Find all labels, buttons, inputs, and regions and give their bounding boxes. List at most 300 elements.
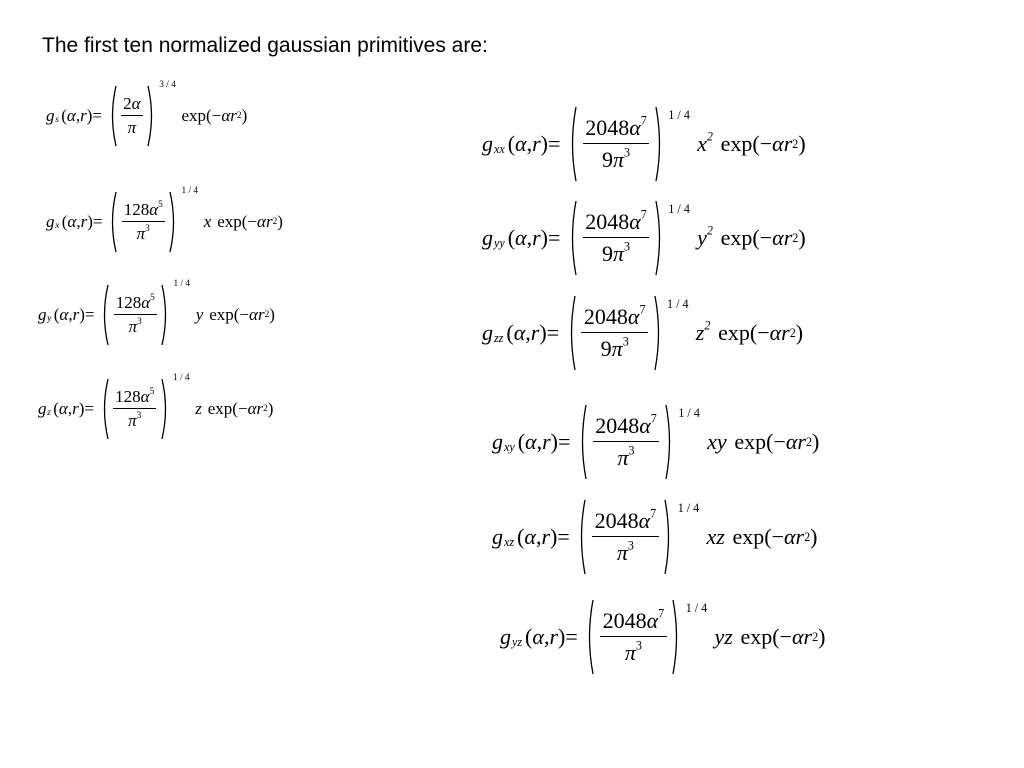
- equals-sign: =: [558, 429, 571, 454]
- r-variable: r: [80, 106, 87, 125]
- normalization-fraction: [587, 404, 665, 480]
- comma: ,: [75, 106, 81, 125]
- right-paren-icon: [169, 191, 178, 253]
- polynomial-exponent: 2: [704, 318, 711, 333]
- equation-rhs: exp( − α r 2 ): [181, 106, 248, 125]
- exp-close-paren: ): [269, 305, 275, 324]
- right-paren-icon: [655, 106, 664, 182]
- open-paren: (: [507, 225, 516, 250]
- exp-close-paren: ): [267, 399, 274, 418]
- exp-close-paren: ): [812, 429, 820, 454]
- denominator-coefficient: 9: [602, 240, 613, 266]
- pi-symbol: π: [611, 335, 623, 361]
- minus-sign: −: [773, 429, 786, 454]
- equation-g-xy: [492, 402, 819, 482]
- equation-rhs: xz exp( − α r 2 ): [706, 524, 818, 549]
- normalization-bracket: [585, 599, 681, 675]
- numerator-exponent: 5: [158, 199, 163, 210]
- denominator-exponent: 3: [628, 443, 635, 458]
- function-g: g: [46, 106, 55, 125]
- exp-close-paren: ): [818, 624, 826, 649]
- alpha-symbol: α: [249, 305, 258, 324]
- normalization-fraction: [109, 284, 161, 346]
- equation-lhs: [492, 429, 570, 455]
- normalization-bracket: [100, 284, 170, 346]
- right-paren-icon: [664, 499, 673, 575]
- pi-symbol: π: [128, 411, 137, 431]
- left-paren-icon: [568, 106, 577, 182]
- close-paren: ): [540, 225, 548, 250]
- equation-g-yy: [482, 198, 806, 278]
- r-variable: r: [257, 305, 265, 324]
- equation-g-y: [38, 275, 275, 355]
- denominator-coefficient: 9: [600, 335, 612, 361]
- close-paren: ): [539, 320, 547, 345]
- function-subscript: s: [55, 115, 59, 126]
- polynomial-factor: [714, 624, 732, 650]
- close-paren: ): [540, 131, 548, 156]
- comma: ,: [526, 131, 533, 156]
- fraction-denominator: [602, 144, 630, 173]
- equation-rhs: x exp( − α r 2 ): [203, 212, 283, 231]
- fraction-denominator: [617, 537, 634, 566]
- equation-g-s: [46, 76, 247, 156]
- fraction-numerator: [121, 94, 143, 117]
- fraction-numerator: [583, 209, 650, 238]
- alpha-symbol: α: [785, 429, 798, 454]
- function-g: g: [482, 225, 493, 250]
- r-variable: r: [549, 624, 558, 649]
- equation-rhs: yz exp( − α r 2 ): [714, 624, 826, 649]
- equation-g-zz: [482, 293, 803, 373]
- r-variable: r: [783, 225, 793, 250]
- numerator-coefficient: 2048: [594, 508, 639, 534]
- r-variable: r: [542, 429, 551, 454]
- open-paren: (: [517, 524, 525, 549]
- function-subscript: y: [47, 314, 52, 325]
- alpha-symbol: α: [639, 413, 651, 439]
- function-subscript: z: [47, 408, 51, 419]
- function-subscript: zz: [493, 330, 504, 345]
- right-paren-icon: [161, 284, 170, 346]
- alpha-symbol: α: [59, 305, 69, 324]
- pi-symbol: π: [613, 146, 625, 172]
- minus-sign: −: [237, 399, 248, 418]
- fraction-denominator: [602, 238, 630, 267]
- minus-sign: −: [779, 624, 792, 649]
- left-paren-icon: [568, 200, 577, 276]
- equals-sign: =: [84, 399, 94, 418]
- left-paren-icon: [108, 191, 117, 253]
- exp-function: exp(: [209, 305, 240, 324]
- close-paren: ): [79, 305, 85, 324]
- open-paren: (: [506, 320, 514, 345]
- function-g: g: [46, 212, 55, 231]
- alpha-symbol: α: [66, 106, 76, 125]
- outer-exponent: 1 / 4: [677, 501, 700, 515]
- denominator-exponent: 3: [624, 145, 631, 160]
- alpha-symbol: α: [515, 131, 527, 156]
- comma: ,: [536, 429, 543, 454]
- pi-symbol: π: [617, 444, 629, 470]
- polynomial-exponent: 2: [706, 129, 713, 144]
- alpha-symbol: α: [627, 304, 640, 330]
- numerator-coefficient: 2048: [583, 304, 628, 330]
- pi-symbol: π: [616, 539, 628, 565]
- equation-rhs: z exp( − α r 2 ): [195, 399, 274, 418]
- polynomial-factor: [196, 305, 204, 325]
- denominator-exponent: 3: [624, 239, 631, 254]
- r-variable: r: [783, 131, 793, 156]
- page-title: The first ten normalized gaussian primitives are:: [42, 34, 488, 57]
- close-paren: ): [86, 106, 93, 125]
- open-paren: (: [61, 212, 68, 231]
- minus-sign: −: [211, 106, 222, 125]
- function-subscript: yy: [493, 235, 505, 250]
- minus-sign: −: [759, 131, 773, 156]
- numerator-coefficient: 2048: [585, 209, 630, 235]
- r-variable: r: [797, 429, 806, 454]
- denominator-exponent: 3: [622, 334, 629, 349]
- numerator-exponent: 7: [639, 302, 646, 317]
- exp-close-paren: ): [241, 106, 248, 125]
- normalization-fraction: [594, 599, 672, 675]
- r-variable: r: [781, 320, 790, 345]
- function-g: g: [38, 399, 47, 418]
- left-paren-icon: [577, 499, 586, 575]
- outer-exponent: 1 / 4: [172, 373, 190, 383]
- close-paren: ): [78, 399, 85, 418]
- right-paren-icon: [655, 200, 664, 276]
- equation-lhs: [482, 320, 559, 346]
- exp-function: exp(: [181, 106, 212, 125]
- exp-close-paren: ): [795, 320, 804, 345]
- fraction-denominator: [625, 637, 642, 666]
- equation-lhs: [482, 225, 560, 251]
- polynomial-factor: [697, 131, 713, 157]
- function-subscript: x: [55, 221, 60, 232]
- polynomial-variable: x: [697, 131, 707, 156]
- normalization-fraction: [577, 200, 655, 276]
- polynomial-variable: x: [203, 212, 212, 231]
- pi-symbol: π: [624, 639, 636, 665]
- alpha-symbol: α: [515, 225, 527, 250]
- left-paren-icon: [567, 295, 576, 371]
- open-paren: (: [525, 624, 533, 649]
- minus-sign: −: [757, 320, 770, 345]
- minus-sign: −: [759, 225, 773, 250]
- denominator-exponent: 3: [145, 224, 150, 235]
- alpha-symbol: α: [629, 115, 641, 141]
- exp-close-paren: ): [277, 212, 283, 231]
- polynomial-variable: yz: [714, 624, 733, 649]
- function-subscript: xz: [503, 534, 515, 549]
- right-paren-icon: [654, 295, 663, 371]
- pi-symbol: π: [127, 118, 137, 138]
- r-variable: r: [256, 399, 264, 418]
- alpha-symbol: α: [791, 624, 804, 649]
- equation-rhs: y exp( − α r 2 ): [195, 305, 275, 324]
- alpha-symbol: α: [532, 624, 544, 649]
- exp-function: exp(: [207, 399, 238, 418]
- minus-sign: −: [239, 305, 249, 324]
- alpha-symbol: α: [629, 209, 641, 235]
- denominator-exponent: 3: [627, 538, 634, 553]
- r-variable: r: [230, 106, 237, 125]
- equation-g-z: [38, 369, 273, 449]
- exp-close-paren: ): [798, 225, 806, 250]
- polynomial-variable: z: [195, 399, 202, 418]
- r-variable: r: [530, 320, 540, 345]
- open-paren: (: [53, 399, 59, 418]
- right-paren-icon: [665, 404, 674, 480]
- equals-sign: =: [92, 212, 103, 231]
- function-g: g: [482, 320, 493, 345]
- normalization-bracket: [567, 295, 663, 371]
- numerator-coefficient: 128: [115, 386, 141, 406]
- exp-function: exp(: [740, 624, 780, 649]
- equation-g-x: [46, 182, 283, 262]
- exp-function: exp(: [720, 225, 760, 250]
- minus-sign: −: [771, 524, 784, 549]
- left-paren-icon: [578, 404, 587, 480]
- alpha-symbol: α: [141, 292, 151, 312]
- comma: ,: [535, 524, 542, 549]
- right-paren-icon: [147, 85, 156, 147]
- right-paren-icon: [161, 378, 170, 440]
- outer-exponent: 1 / 4: [685, 601, 708, 615]
- outer-exponent: 1 / 4: [173, 279, 191, 289]
- polynomial-variable: y: [195, 305, 204, 324]
- polynomial-exponent: 2: [706, 223, 713, 238]
- alpha-symbol: α: [58, 399, 68, 418]
- polynomial-factor: [706, 524, 724, 550]
- close-paren: ): [550, 524, 558, 549]
- function-subscript: xx: [493, 141, 505, 156]
- left-paren-icon: [585, 599, 594, 675]
- equation-lhs: [46, 106, 102, 126]
- r-variable: r: [541, 524, 550, 549]
- close-paren: ): [550, 429, 558, 454]
- alpha-symbol: α: [67, 212, 77, 231]
- equation-lhs: [38, 399, 94, 419]
- exp-function: exp(: [732, 524, 772, 549]
- alpha-symbol: α: [525, 429, 537, 454]
- fraction-numerator: [113, 387, 156, 410]
- equation-g-xx: [482, 104, 806, 184]
- alpha-symbol: α: [524, 524, 536, 549]
- function-g: g: [38, 305, 47, 324]
- alpha-symbol: α: [783, 524, 796, 549]
- outer-exponent: 1 / 4: [678, 406, 700, 420]
- pi-symbol: π: [136, 224, 146, 244]
- left-paren-icon: [108, 85, 117, 147]
- equation-rhs: $z^2$ exp( − α r 2 ): [695, 318, 804, 345]
- polynomial-factor: [696, 320, 711, 346]
- numerator-exponent: 7: [640, 113, 647, 128]
- exp-close-paren: ): [810, 524, 818, 549]
- numerator-exponent: 7: [650, 411, 657, 426]
- alpha-symbol: α: [772, 131, 784, 156]
- alpha-symbol: α: [221, 106, 231, 125]
- normalization-bracket: [100, 378, 170, 440]
- function-g: g: [492, 524, 503, 549]
- outer-exponent: 1 / 4: [668, 202, 690, 216]
- normalization-fraction: [586, 499, 664, 575]
- normalization-bracket: [568, 106, 664, 182]
- numerator-coefficient: 128: [115, 292, 142, 312]
- fraction-denominator: [137, 222, 150, 244]
- right-paren-icon: [672, 599, 681, 675]
- r-variable: r: [795, 524, 805, 549]
- function-subscript: xy: [503, 439, 515, 454]
- close-paren: ): [87, 212, 93, 231]
- comma: ,: [68, 305, 73, 324]
- alpha-symbol: α: [638, 508, 651, 534]
- polynomial-variable: xy: [707, 429, 727, 454]
- fraction-numerator: [114, 293, 157, 316]
- outer-exponent: 1 / 4: [668, 108, 690, 122]
- minus-sign: −: [247, 212, 257, 231]
- polynomial-factor: [707, 429, 727, 455]
- denominator-exponent: 3: [635, 638, 642, 653]
- equals-sign: =: [548, 225, 561, 250]
- alpha-symbol: α: [149, 199, 159, 219]
- equals-sign: =: [546, 320, 560, 345]
- polynomial-variable: y: [697, 225, 707, 250]
- comma: ,: [67, 399, 73, 418]
- numerator-exponent: 5: [149, 386, 155, 397]
- equation-rhs: xy exp( − α r 2 ): [707, 429, 820, 454]
- outer-exponent: 3 / 4: [159, 80, 176, 90]
- function-g: g: [492, 429, 503, 454]
- r-variable: r: [72, 399, 79, 418]
- fraction-denominator: [128, 409, 141, 431]
- r-variable: r: [265, 212, 273, 231]
- r-variable: r: [80, 212, 88, 231]
- numerator-coefficient: 128: [123, 199, 150, 219]
- outer-exponent: 1 / 4: [181, 186, 199, 196]
- equation-lhs: [38, 305, 94, 325]
- normalization-fraction: [117, 85, 147, 147]
- function-g: g: [500, 624, 511, 649]
- fraction-numerator: [593, 413, 660, 442]
- numerator-coefficient: 2: [123, 93, 132, 113]
- polynomial-variable: xz: [706, 524, 725, 549]
- pi-symbol: π: [613, 240, 625, 266]
- normalization-bracket: [577, 499, 673, 575]
- alpha-symbol: α: [769, 320, 782, 345]
- fraction-numerator: [600, 608, 667, 637]
- polynomial-factor: [195, 399, 202, 419]
- r-variable: r: [532, 225, 541, 250]
- normalization-bracket: [108, 191, 178, 253]
- numerator-coefficient: 2048: [585, 115, 630, 141]
- r-variable: r: [532, 131, 541, 156]
- equation-g-yz: [500, 597, 825, 677]
- fraction-denominator: [129, 315, 142, 337]
- fraction-numerator: [583, 115, 650, 144]
- polynomial-factor: [697, 225, 713, 251]
- polynomial-variable: z: [695, 320, 705, 345]
- r-variable: r: [72, 305, 80, 324]
- open-paren: (: [61, 106, 67, 125]
- exp-function: exp(: [217, 212, 248, 231]
- normalization-fraction: [109, 378, 161, 440]
- normalization-fraction: [577, 106, 655, 182]
- pi-symbol: π: [128, 317, 138, 337]
- r-variable: r: [803, 624, 813, 649]
- comma: ,: [525, 320, 531, 345]
- equation-lhs: [46, 212, 102, 232]
- open-paren: (: [53, 305, 60, 324]
- denominator-exponent: 3: [136, 411, 142, 422]
- numerator-coefficient: 2048: [595, 413, 640, 439]
- outer-exponent: 1 / 4: [667, 297, 689, 311]
- fraction-denominator: [128, 116, 137, 138]
- normalization-bracket: [578, 404, 674, 480]
- close-paren: ): [558, 624, 566, 649]
- equals-sign: =: [557, 524, 570, 549]
- left-paren-icon: [100, 284, 109, 346]
- equals-sign: =: [548, 131, 561, 156]
- normalization-fraction: [117, 191, 169, 253]
- equation-lhs: [482, 131, 560, 157]
- equals-sign: =: [84, 305, 95, 324]
- left-paren-icon: [100, 378, 109, 440]
- open-paren: (: [507, 131, 516, 156]
- function-g: g: [482, 131, 493, 156]
- comma: ,: [76, 212, 81, 231]
- numerator-exponent: 5: [150, 292, 155, 303]
- denominator-coefficient: 9: [602, 146, 613, 172]
- alpha-symbol: α: [772, 225, 784, 250]
- normalization-bracket: [568, 200, 664, 276]
- alpha-symbol: α: [646, 608, 659, 634]
- numerator-exponent: 7: [650, 506, 657, 521]
- equation-lhs: [500, 624, 578, 650]
- numerator-exponent: 7: [658, 606, 665, 621]
- equation-rhs: $x^2$ exp( − α r 2 ): [697, 129, 806, 156]
- alpha-symbol: α: [140, 386, 150, 406]
- equals-sign: =: [565, 624, 578, 649]
- equation-rhs: $y^2$ exp( − α r 2 ): [697, 223, 806, 250]
- exp-function: exp(: [718, 320, 758, 345]
- fraction-denominator: [618, 442, 635, 471]
- alpha-symbol: α: [257, 212, 266, 231]
- exp-close-paren: ): [798, 131, 806, 156]
- polynomial-factor: [204, 212, 212, 232]
- equation-lhs: [492, 524, 570, 550]
- alpha-symbol: α: [513, 320, 526, 345]
- alpha-symbol: α: [247, 399, 257, 418]
- comma: ,: [526, 225, 533, 250]
- numerator-coefficient: 2048: [602, 608, 647, 634]
- fraction-denominator: [601, 333, 629, 362]
- numerator-exponent: 7: [640, 207, 647, 222]
- exp-function: exp(: [720, 131, 760, 156]
- fraction-numerator: [581, 304, 648, 333]
- normalization-fraction: [576, 295, 654, 371]
- fraction-numerator: [592, 508, 659, 537]
- alpha-symbol: α: [131, 93, 141, 113]
- comma: ,: [543, 624, 550, 649]
- normalization-bracket: [108, 85, 156, 147]
- exp-function: exp(: [734, 429, 774, 454]
- equation-g-xz: [492, 497, 817, 577]
- denominator-exponent: 3: [137, 317, 142, 328]
- fraction-numerator: [122, 200, 165, 223]
